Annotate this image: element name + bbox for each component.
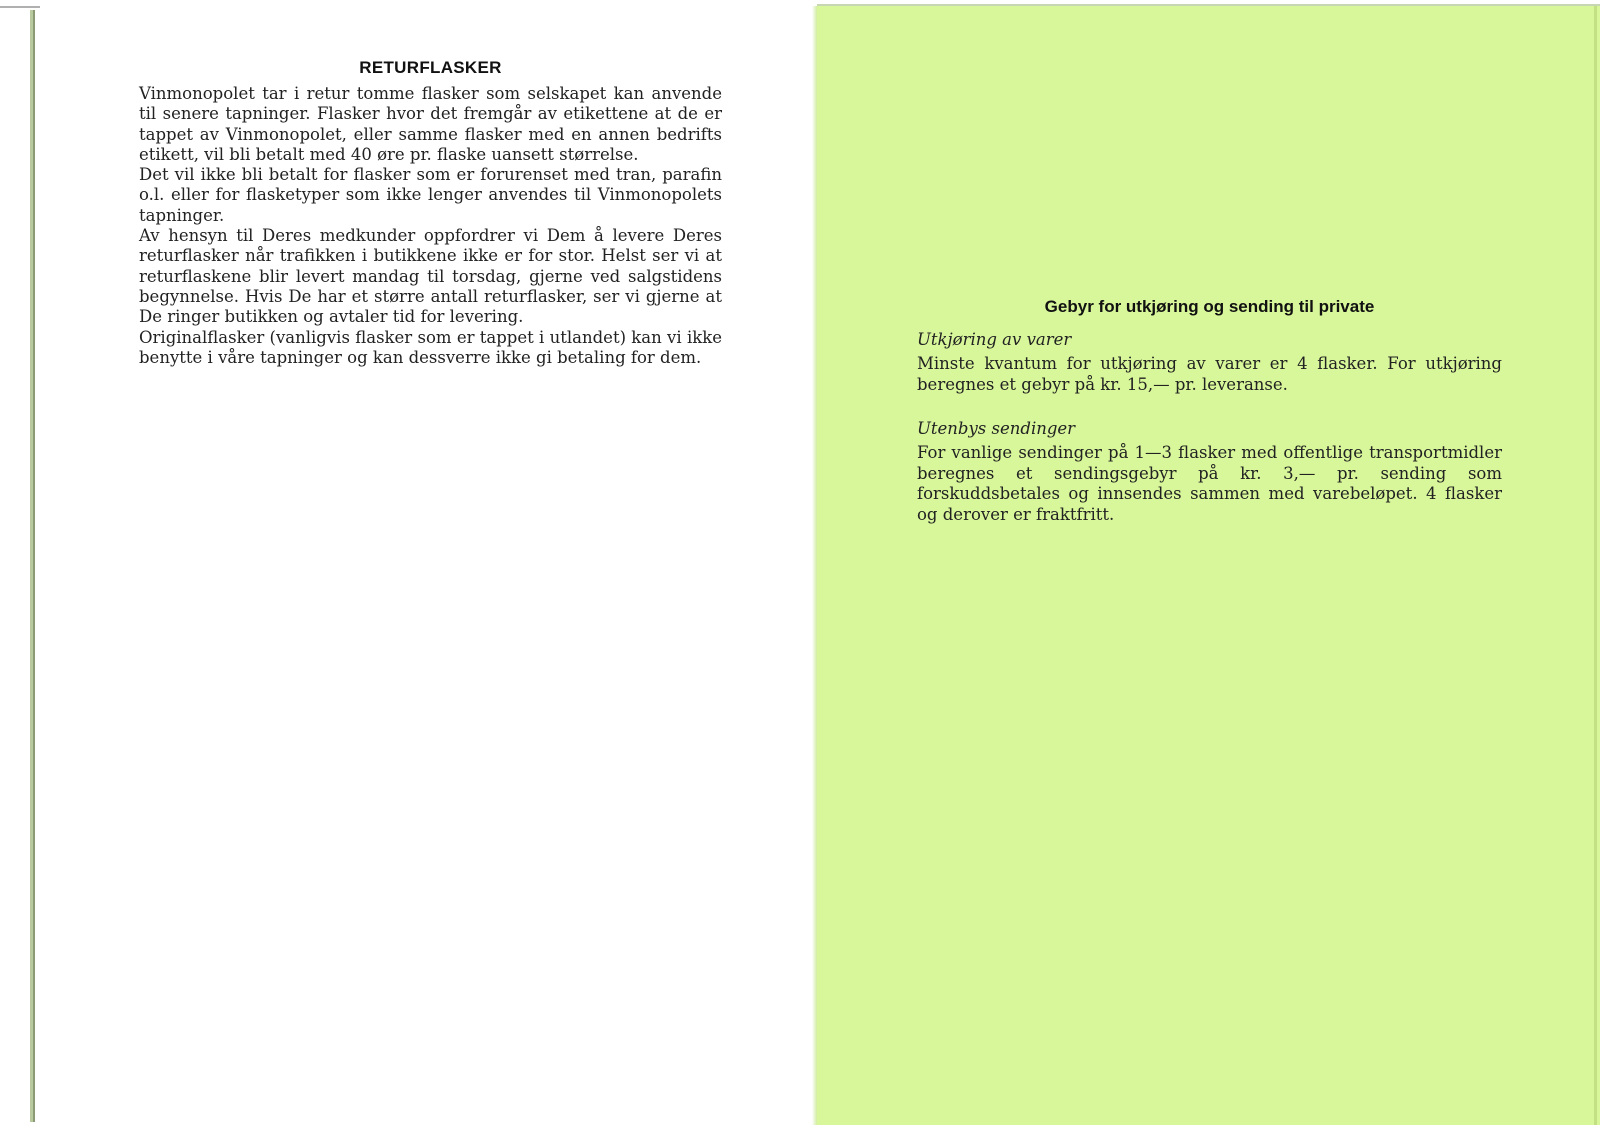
left-paragraph-original-bottles: Originalflasker (vanligvis flasker som er tappet i utlandet) kan vi ikke benytte i våre tapninger og kan dessverre ikke gi betaling for dem. <box>139 327 722 367</box>
left-page-top-edge <box>0 6 40 8</box>
left-page-body <box>139 84 722 368</box>
paragraph-delivery: Minste kvantum for utkjøring av varer er 4 flasker. For utkjøring beregnes et gebyr på kr. 15,— pr. leveranse. <box>917 354 1502 394</box>
subheading-delivery: Utkjøring av varer <box>917 330 1072 349</box>
left-paragraph-returns: Vinmonopolet tar i retur tomme flasker som selskapet kan anvende til senere tapninger. Flasker hvor det fremgår av etikettene at de er tappet av Vinmonopolet, eller samme flasker med en annen bedrifts etikett, vil bli betalt med 40 øre pr. flaske uansett størrelse. <box>139 84 722 164</box>
left-page-heading: RETURFLASKER <box>359 58 502 77</box>
left-page-spine-shadow <box>33 10 35 1122</box>
right-page-top-edge <box>817 4 1600 6</box>
paragraph-shipping: For vanlige sendinger på 1—3 flasker med offentlige transportmidler beregnes et sendingsgebyr på kr. 3,— pr. sending som forskuddsbetales og innsendes sammen med varebeløpet. 4 flasker og derover er fraktfritt. <box>917 443 1502 524</box>
right-page-outer-edge <box>1594 6 1597 1125</box>
subheading-shipping: Utenbys sendinger <box>917 419 1076 438</box>
left-paragraph-contaminated: Det vil ikke bli betalt for flasker som er forurenset med tran, parafin o.l. eller for flasketyper som ikke lenger anvendes til Vinmonopolets tapninger. <box>139 165 722 225</box>
right-page-heading: Gebyr for utkjøring og sending til private <box>1044 297 1375 316</box>
left-paragraph-timing: Av hensyn til Deres medkunder oppfordrer vi Dem å levere Deres returflasker når trafikken i butikkene ikke er for stor. Helst ser vi at returflaskene blir levert mandag til torsdag, gjerne ved salgstidens begynnelse. Hvis De har et større antall returflasker, ser vi gjerne at De ringer butikken og avtaler tid for levering. <box>139 226 722 327</box>
right-page <box>817 6 1600 1125</box>
